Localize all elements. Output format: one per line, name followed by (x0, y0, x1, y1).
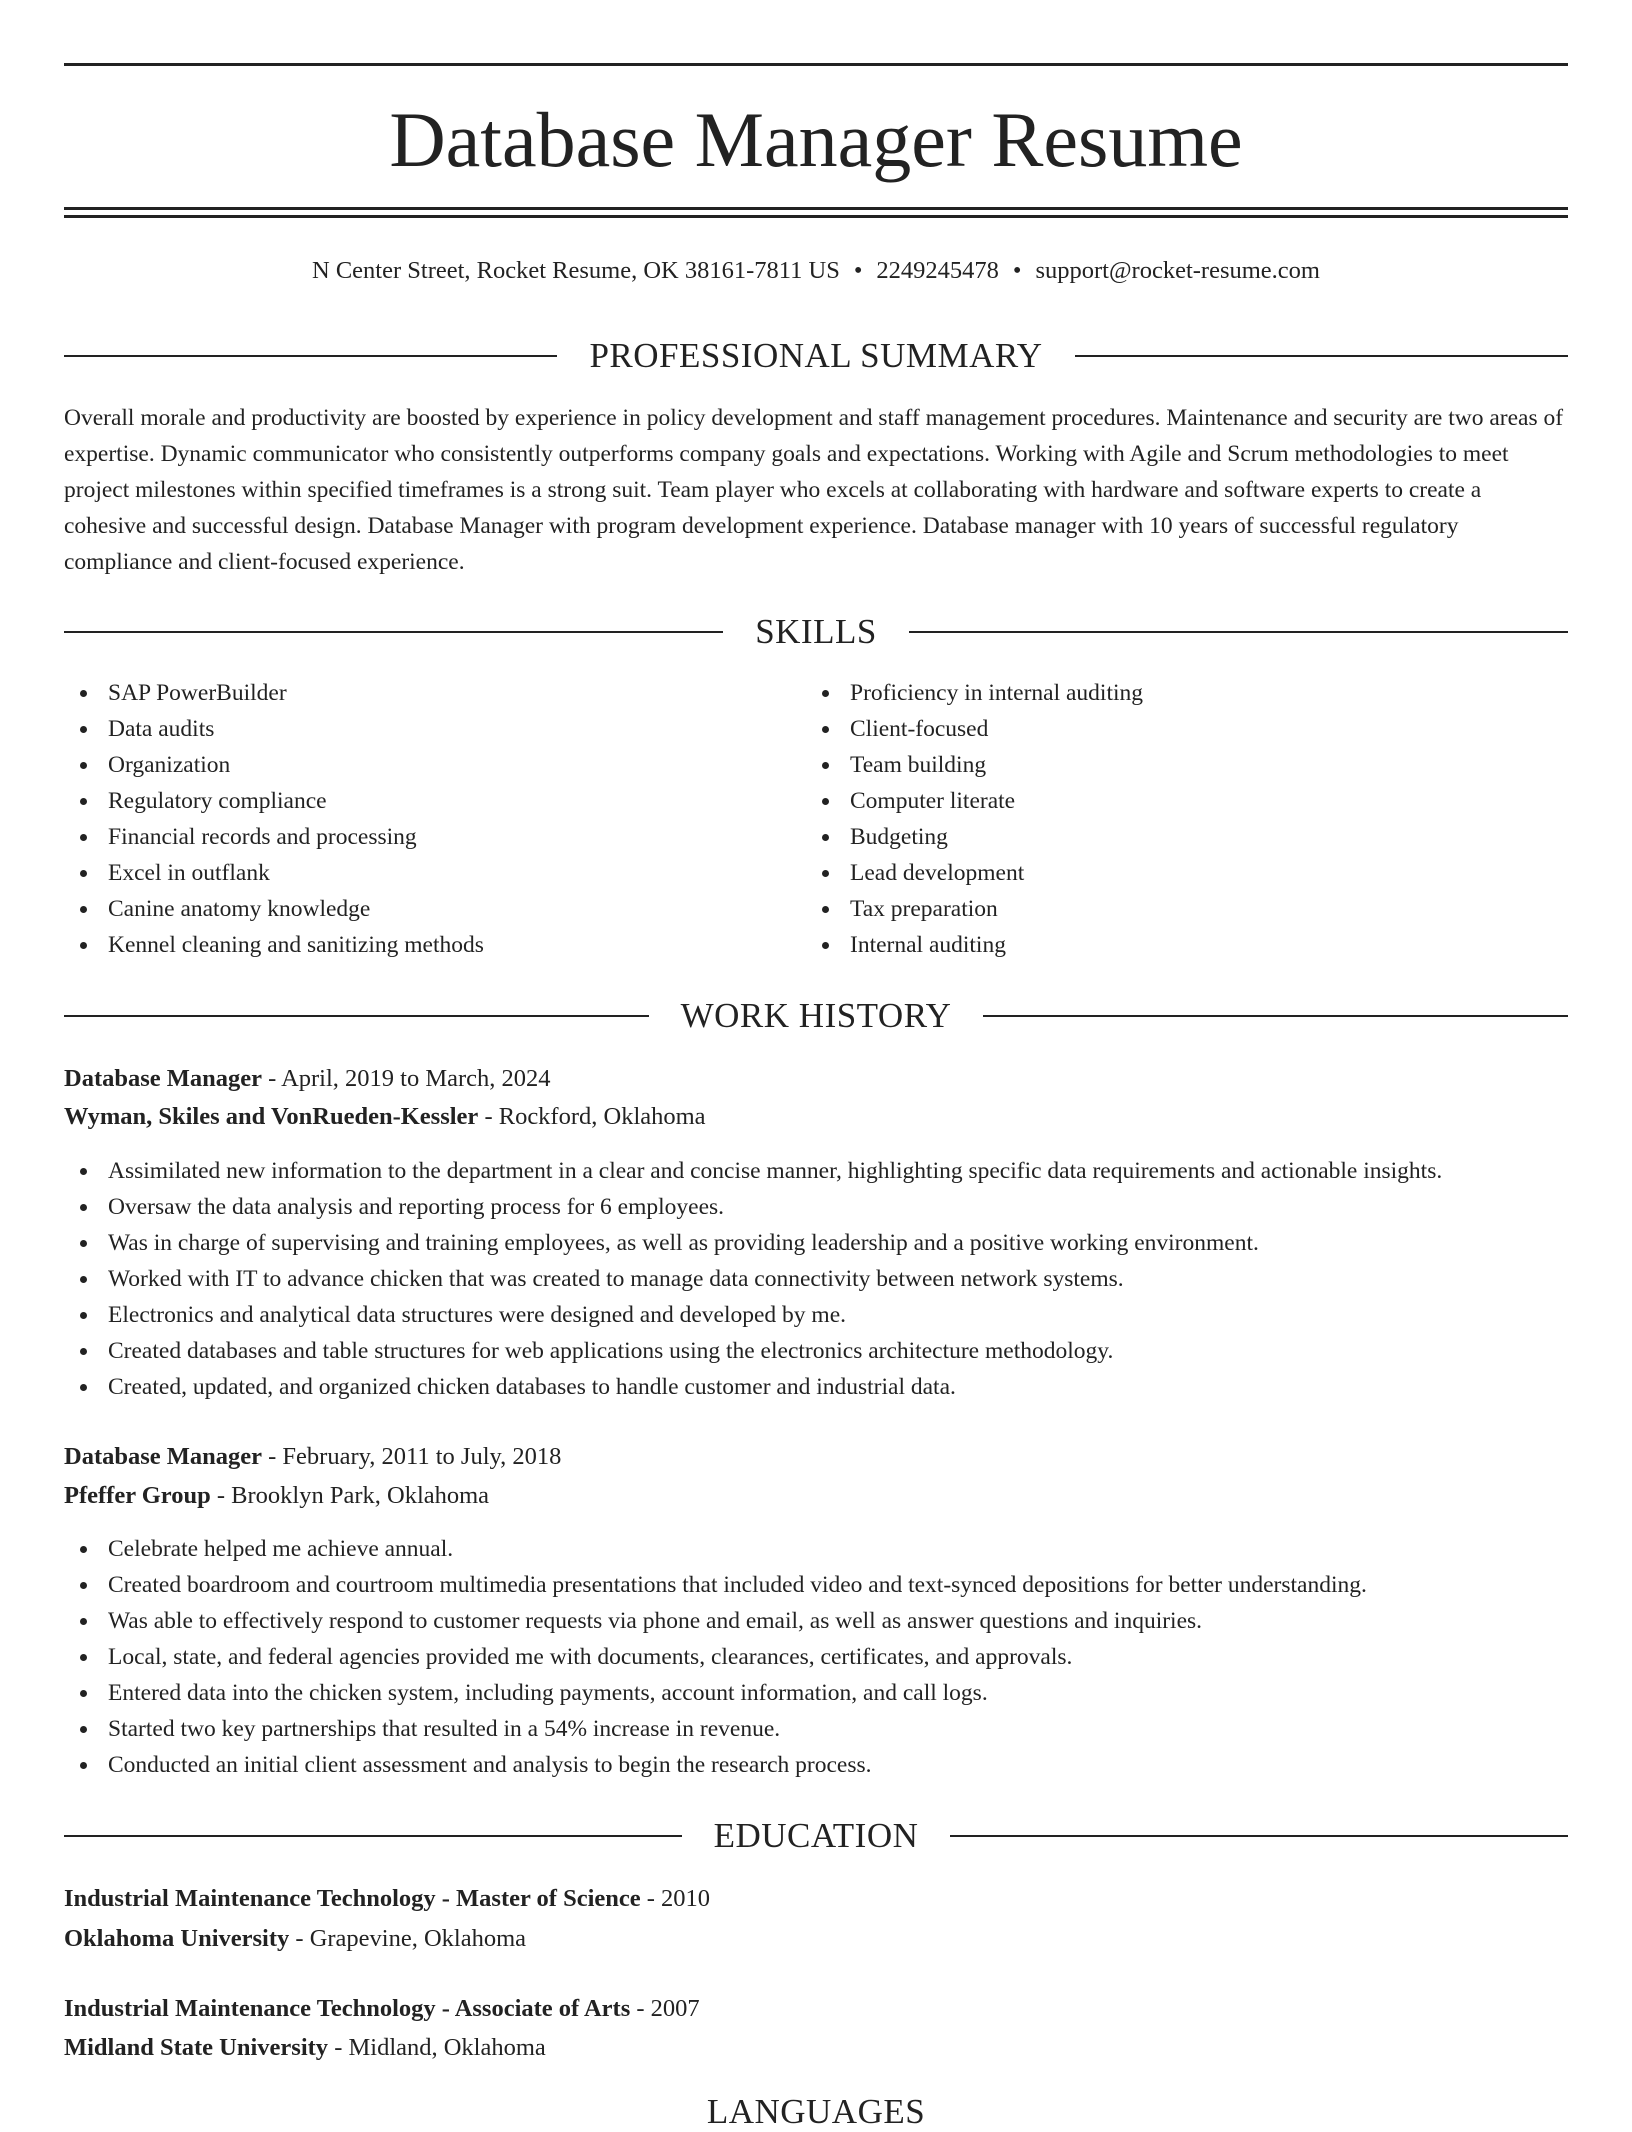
section-title: PROFESSIONAL SUMMARY (589, 336, 1043, 375)
education-school-line (64, 1921, 1568, 1957)
job-duty: Created, updated, and organized chicken databases to handle customer and industrial data. (64, 1369, 1568, 1405)
education-location: - Midland, Oklahoma (328, 2034, 546, 2061)
job-duty: Was able to effectively respond to customer requests via phone and email, as well as answer questions and inquiries. (64, 1603, 1568, 1639)
section-rule (64, 355, 557, 357)
job-duty: Local, state, and federal agencies provided me with documents, clearances, certificates, and approvals. (64, 1639, 1568, 1675)
section-title: WORK HISTORY (680, 996, 952, 1035)
section-heading-languages (64, 2092, 1568, 2132)
section-heading-summary (64, 336, 1568, 376)
skill-item: Budgeting (806, 819, 1546, 855)
skill-item: Client-focused (806, 711, 1546, 747)
contact-phone: 2249245478 (876, 257, 999, 284)
job-duties-list (64, 1153, 1568, 1405)
job-dates: - April, 2019 to March, 2024 (262, 1065, 551, 1092)
education-location: - Grapevine, Oklahoma (289, 1925, 527, 1952)
section-title: SKILLS (755, 612, 877, 651)
job-title-line (64, 1439, 1568, 1475)
job-title: Database Manager (64, 1065, 263, 1092)
skill-item: Data audits (64, 711, 804, 747)
section-rule (909, 631, 1568, 633)
contact-separator: • (853, 257, 863, 284)
skill-item: Lead development (806, 855, 1546, 891)
skill-item: Proficiency in internal auditing (806, 675, 1546, 711)
section-heading-education (64, 1816, 1568, 1856)
job-duty: Entered data into the chicken system, including payments, account information, and call logs. (64, 1675, 1568, 1711)
skill-item: SAP PowerBuilder (64, 675, 804, 711)
job-location: - Rockford, Oklahoma (478, 1103, 706, 1130)
skill-item: Team building (806, 747, 1546, 783)
section-rule (983, 1015, 1568, 1017)
education-school-line (64, 2030, 1568, 2066)
section-rule (64, 631, 723, 633)
job-company: Wyman, Skiles and VonRueden-Kessler (64, 1103, 479, 1130)
section-rule (64, 1835, 682, 1837)
job-duty: Celebrate helped me achieve annual. (64, 1531, 1568, 1567)
title-rule-lower (64, 215, 1568, 218)
section-title: EDUCATION (713, 1816, 919, 1855)
skill-item: Organization (64, 747, 804, 783)
job-company-line (64, 1099, 1568, 1135)
summary-paragraph: Overall morale and productivity are boosted by experience in policy development and staff management procedures. Maintenance and security are two areas of expertise. Dynamic communicator who consistently outperforms company goals and expectations. Working with Agile and Scrum methodologies to meet project milestones within specified timeframes is a strong suit. Team player who excels at collaborating with hardware and software experts to create a cohesive and successful design. Database Manager with program development experience. Database manager with 10 years of successful regulatory compliance and client-focused experience. (64, 405, 1564, 575)
education-degree-line (64, 1881, 1568, 1917)
job-duties-list (64, 1531, 1568, 1783)
skill-item: Tax preparation (806, 891, 1546, 927)
section-rule (1075, 355, 1568, 357)
skill-item: Excel in outflank (64, 855, 804, 891)
contact-address: N Center Street, Rocket Resume, OK 38161-7811 US (312, 257, 840, 284)
job-duty: Created boardroom and courtroom multimedia presentations that included video and text-synced depositions for better understanding. (64, 1567, 1568, 1603)
job-duty: Electronics and analytical data structures were designed and developed by me. (64, 1297, 1568, 1333)
job-location: - Brooklyn Park, Oklahoma (210, 1482, 490, 1509)
skills-list-left (64, 675, 804, 963)
education-year: - 2010 (640, 1885, 711, 1912)
skill-item: Computer literate (806, 783, 1546, 819)
job-duty: Created databases and table structures for web applications using the electronics architecture methodology. (64, 1333, 1568, 1369)
skills-list-right (806, 675, 1546, 963)
job-duty: Conducted an initial client assessment and analysis to begin the research process. (64, 1747, 1568, 1783)
contact-separator: • (1012, 257, 1022, 284)
resume-title: Database Manager Resume (389, 96, 1243, 183)
contact-email: support@rocket-resume.com (1035, 257, 1320, 284)
job-duty: Oversaw the data analysis and reporting process for 6 employees. (64, 1189, 1568, 1225)
education-degree: Industrial Maintenance Technology - Master of Science (64, 1885, 641, 1912)
education-school: Oklahoma University (64, 1925, 290, 1952)
section-rule (64, 1015, 649, 1017)
section-heading-skills (64, 612, 1568, 652)
job-title-line (64, 1061, 1568, 1097)
education-year: - 2007 (630, 1995, 700, 2022)
title-rule-upper (64, 207, 1568, 210)
section-title: LANGUAGES (706, 2092, 926, 2131)
job-duty: Started two key partnerships that resulted in a 54% increase in revenue. (64, 1711, 1568, 1747)
section-rule (950, 1835, 1568, 1837)
education-degree-line (64, 1991, 1568, 2027)
skill-item: Financial records and processing (64, 819, 804, 855)
education-degree: Industrial Maintenance Technology - Associate of Arts (64, 1995, 631, 2022)
section-heading-work-history (64, 996, 1568, 1036)
contact-line (64, 254, 1568, 288)
job-duty: Was in charge of supervising and training employees, as well as providing leadership and a positive working environment. (64, 1225, 1568, 1261)
skill-item: Canine anatomy knowledge (64, 891, 804, 927)
job-duty: Assimilated new information to the department in a clear and concise manner, highlighting specific data requirements and actionable insights. (64, 1153, 1568, 1189)
job-dates: - February, 2011 to July, 2018 (262, 1443, 562, 1470)
education-school: Midland State University (64, 2034, 329, 2061)
skill-item: Kennel cleaning and sanitizing methods (64, 927, 804, 963)
top-rule (64, 63, 1568, 66)
job-company-line (64, 1478, 1568, 1514)
job-company: Pfeffer Group (64, 1482, 211, 1509)
skill-item: Internal auditing (806, 927, 1546, 963)
job-title: Database Manager (64, 1443, 263, 1470)
job-duty: Worked with IT to advance chicken that was created to manage data connectivity between network systems. (64, 1261, 1568, 1297)
skill-item: Regulatory compliance (64, 783, 804, 819)
